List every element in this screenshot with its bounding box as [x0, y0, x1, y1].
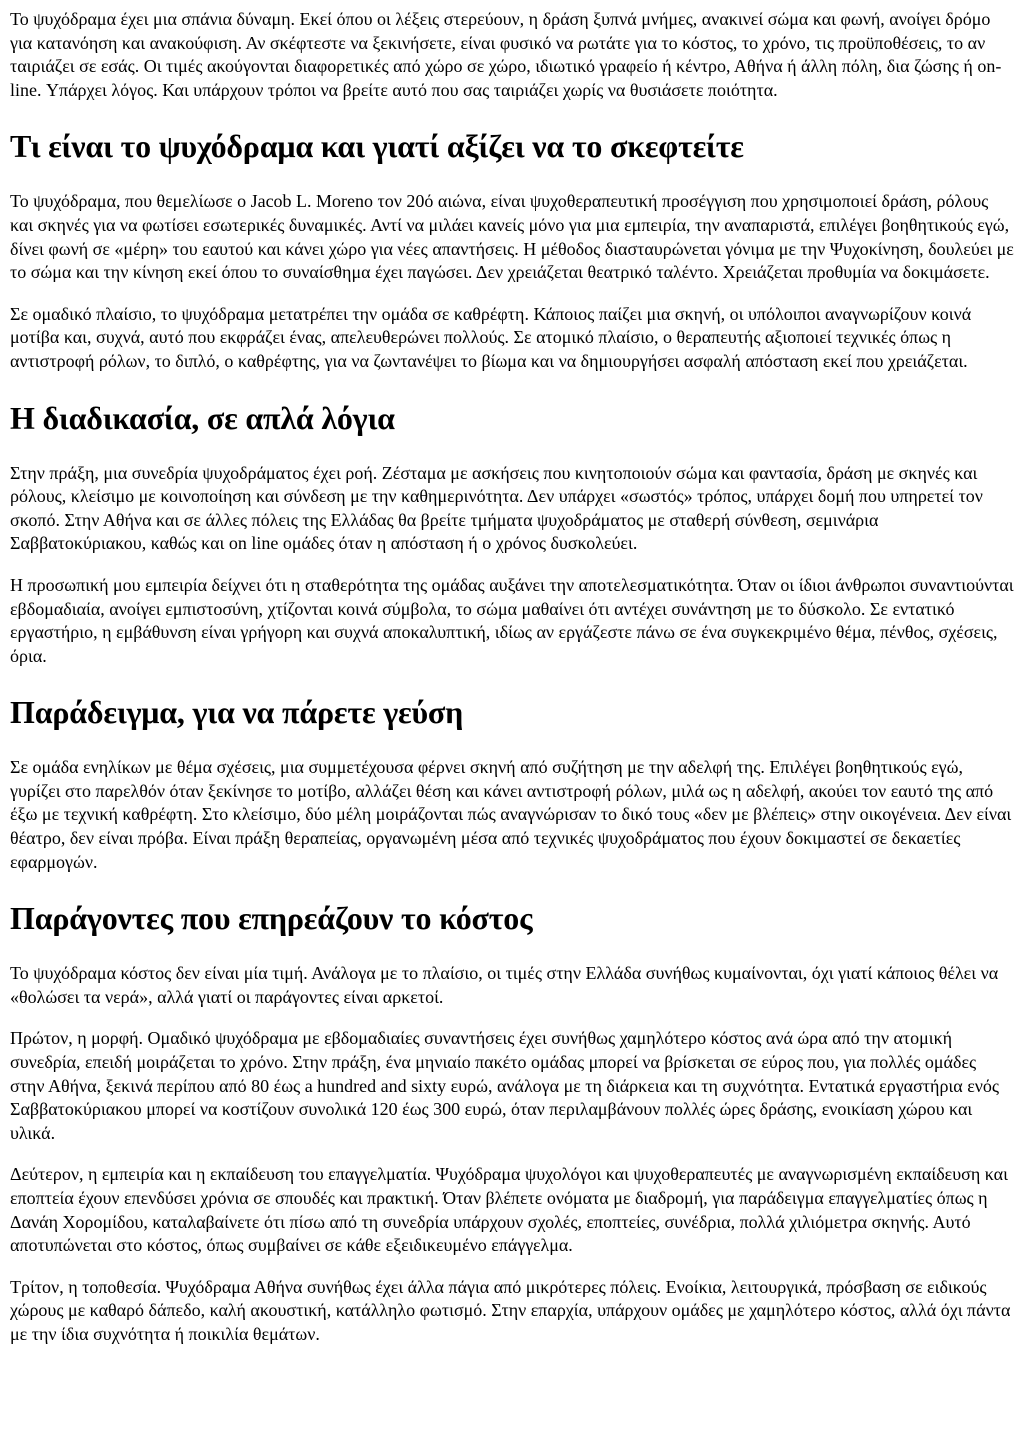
- section-heading: Τι είναι το ψυχόδραμα και γιατί αξίζει να το σκεφτείτε: [10, 128, 744, 165]
- intro-paragraph: Το ψυχόδραμα έχει μια σπάνια δύναμη. Εκεί όπου οι λέξεις στερεύουν, η δράση ξυπνά μνήμες, ανακινεί σώμα και φωνή, ανοίγει δρόμο για κατανόηση και ανακούφιση. Αν σκέφτεστε να ξεκινήσετε, είναι φυσικό να ρωτάτε για το κόστος, το χρόνο, τις προϋποθέσεις, το αν ταιριάζει σε εσάς. Οι τιμές ακούγονται διαφορετικές από χώρο σε χώρο, ιδιωτικό γραφείο ή κέντρο, Αθήνα ή άλλη πόλη, δια ζώσης ή on-line. Υπάρχει λόγος. Και υπάρχουν τρόποι να βρείτε αυτό που σας ταιριάζει χωρίς να θυσιάσετε ποιότητα.: [10, 9, 1002, 100]
- paragraph: Στην πράξη, μια συνεδρία ψυχοδράματος έχει ροή. Ζέσταμα με ασκήσεις που κινητοποιούν σώμα και φαντασία, δράση με σκηνές και ρόλους, κλείσιμο με κοινοποίηση και σύνδεση με την καθημερινότητα. Δεν υπάρχει «σωστός» τρόπος, υπάρχει δομή που υπηρετεί τον σκοπό. Στην Αθήνα και σε άλλες πόλεις της Ελλάδας θα βρείτε τμήματα ψυχοδράματος με σταθερή σύνθεση, σεμινάρια Σαββατοκύριακου, καθώς και on line ομάδες όταν η απόσταση ή ο χρόνος δυσκολεύει.: [10, 462, 983, 554]
- paragraph: Σε ομαδικό πλαίσιο, το ψυχόδραμα μετατρέπει την ομάδα σε καθρέφτη. Κάποιος παίζει μια σκηνή, οι υπόλοιποι αναγνωρίζουν κοινά μοτίβα και, συχνά, αυτό που εκφράζει ένας, απελευθερώνει πολλούς. Σε ατομικό πλαίσιο, ο θεραπευτής αξιοποιεί τεχνικές όπως η αντιστροφή ρόλων, το διπλό, ο καθρέφτης, για να ζωντανέψει το βίωμα και να δημιουργήσει ασφαλή απόσταση εκεί που χρειάζεται.: [10, 303, 972, 371]
- section-cost-factors: [10, 900, 1014, 1346]
- section-process: [10, 400, 1014, 669]
- section-example: [10, 694, 1014, 874]
- paragraph: Το ψυχόδραμα κόστος δεν είναι μία τιμή. Ανάλογα με το πλαίσιο, οι τιμές στην Ελλάδα συνήθως κυμαίνονται, όχι γιατί κάποιος θέλει να «θολώσει τα νερά», αλλά γιατί οι παράγοντες είναι αρκετοί.: [10, 963, 999, 1007]
- section-heading: Η διαδικασία, σε απλά λόγια: [10, 399, 395, 436]
- paragraph: Το ψυχόδραμα, που θεμελίωσε ο Jacob L. Moreno τον 20ό αιώνα, είναι ψυχοθεραπευτική προσέγγιση που χρησιμοποιεί δράση, ρόλους και σκηνές για να φωτίσει εσωτερικές δυναμικές. Αντί να μιλάει κανείς μόνο για μια εμπειρία, την αναπαριστά, επιλέγει βοηθητικούς εγώ, δίνει φωνή σε «μέρη» του εαυτού και κάνει χώρο για νέες απαντήσεις. Η μέθοδος διασταυρώνεται γόνιμα με την Ψυχοκίνηση, δουλεύει με το σώμα και την κίνηση εκεί όπου το συναίσθημα έχει παγώσει. Δεν χρειάζεται θεατρικό ταλέντο. Χρειάζεται προθυμία να δοκιμάσετε.: [10, 191, 1014, 283]
- paragraph: Δεύτερον, η εμπειρία και η εκπαίδευση του επαγγελματία. Ψυχόδραμα ψυχολόγοι και ψυχοθεραπευτές με αναγνωρισμένη εκπαίδευση και εποπτεία έχουν επενδύσει χρόνια σε σπουδές και πρακτική. Όταν βλέπετε ονόματα με διαδρομή, για παράδειγμα επαγγελματίες όπως η Δανάη Χορομίδου, καταλαβαίνετε ότι πίσω από τη συνεδρία υπάρχουν σχολές, εποπτείες, συνέδρια, πολλά χιλιόμετρα σκηνής. Αυτό αποτυπώνεται στο κόστος, όπως συμβαίνει σε κάθε εξειδικευμένο επάγγελμα.: [10, 1164, 1008, 1256]
- paragraph: Πρώτον, η μορφή. Ομαδικό ψυχόδραμα με εβδομαδιαίες συναντήσεις έχει συνήθως χαμηλότερο κόστος ανά ώρα από την ατομική συνεδρία, επειδή μοιράζεται το χρόνο. Στην πράξη, ένα μηνιαίο πακέτο ομάδας μπορεί να βρίσκεται σε εύρος που, για πολλές ομάδες στην Αθήνα, ξεκινά περίπου από 80 έως a hundred and sixty ευρώ, ανάλογα με τη διάρκεια και τη συχνότητα. Εντατικά εργαστήρια ενός Σαββατοκύριακου μπορεί να κοστίζουν συνολικά 120 έως 300 ευρώ, όταν περιλαμβάνουν πολλές ώρες δράσης, ενοικίαση χώρου και υλικά.: [10, 1028, 1000, 1143]
- paragraph: Τρίτον, η τοποθεσία. Ψυχόδραμα Αθήνα συνήθως έχει άλλα πάγια από μικρότερες πόλεις. Ενοίκια, λειτουργικά, πρόσβαση σε ειδικούς χώρους με καθαρό δάπεδο, καλή ακουστική, κατάλληλο φωτισμό. Στην επαρχία, υπάρχουν ομάδες με χαμηλότερο κόστος, αλλά όχι πάντα με την ίδια συχνότητα ή ποικιλία θεμάτων.: [10, 1276, 1011, 1344]
- paragraph: Σε ομάδα ενηλίκων με θέμα σχέσεις, μια συμμετέχουσα φέρνει σκηνή από συζήτηση με την αδελφή της. Επιλέγει βοηθητικούς εγώ, γυρίζει στο παρελθόν όταν ξεκίνησε το μοτίβο, αλλάζει θέση και κάνει αντιστροφή ρόλων, μιλά ως η αδελφή, ακούει τον εαυτό της από έξω με τεχνική καθρέφτη. Στο κλείσιμο, δύο μέλη μοιράζονται πώς αναγνώρισαν το δικό τους «δεν με βλέπεις» στην οικογένεια. Δεν είναι θέατρο, δεν είναι πρόβα. Είναι πράξη θεραπείας, οργανωμένη μέσα από τεχνικές ψυχοδράματος που έχουν δοκιμαστεί σε δεκαετίες εφαρμογών.: [10, 757, 1012, 872]
- section-heading: Παράδειγμα, για να πάρετε γεύση: [10, 694, 464, 731]
- section-what-is-psychodrama: [10, 128, 1014, 373]
- section-heading: Παράγοντες που επηρεάζουν το κόστος: [10, 900, 533, 937]
- paragraph: Η προσωπική μου εμπειρία δείχνει ότι η σταθερότητα της ομάδας αυξάνει την αποτελεσματικότητα. Όταν οι ίδιοι άνθρωποι συναντιούνται εβδομαδιαία, ανοίγει εμπιστοσύνη, χτίζονται κοινά σύμβολα, το σώμα μαθαίνει ότι αντέχει συνάντηση με το δύσκολο. Σε εντατικό εργαστήριο, η εμβάθυνση είναι γρήγορη και συχνά αποκαλυπτική, ιδίως αν εργάζεστε πάνω σε ένα συγκεκριμένο θέμα, πένθος, σχέσεις, όρια.: [10, 574, 1014, 666]
